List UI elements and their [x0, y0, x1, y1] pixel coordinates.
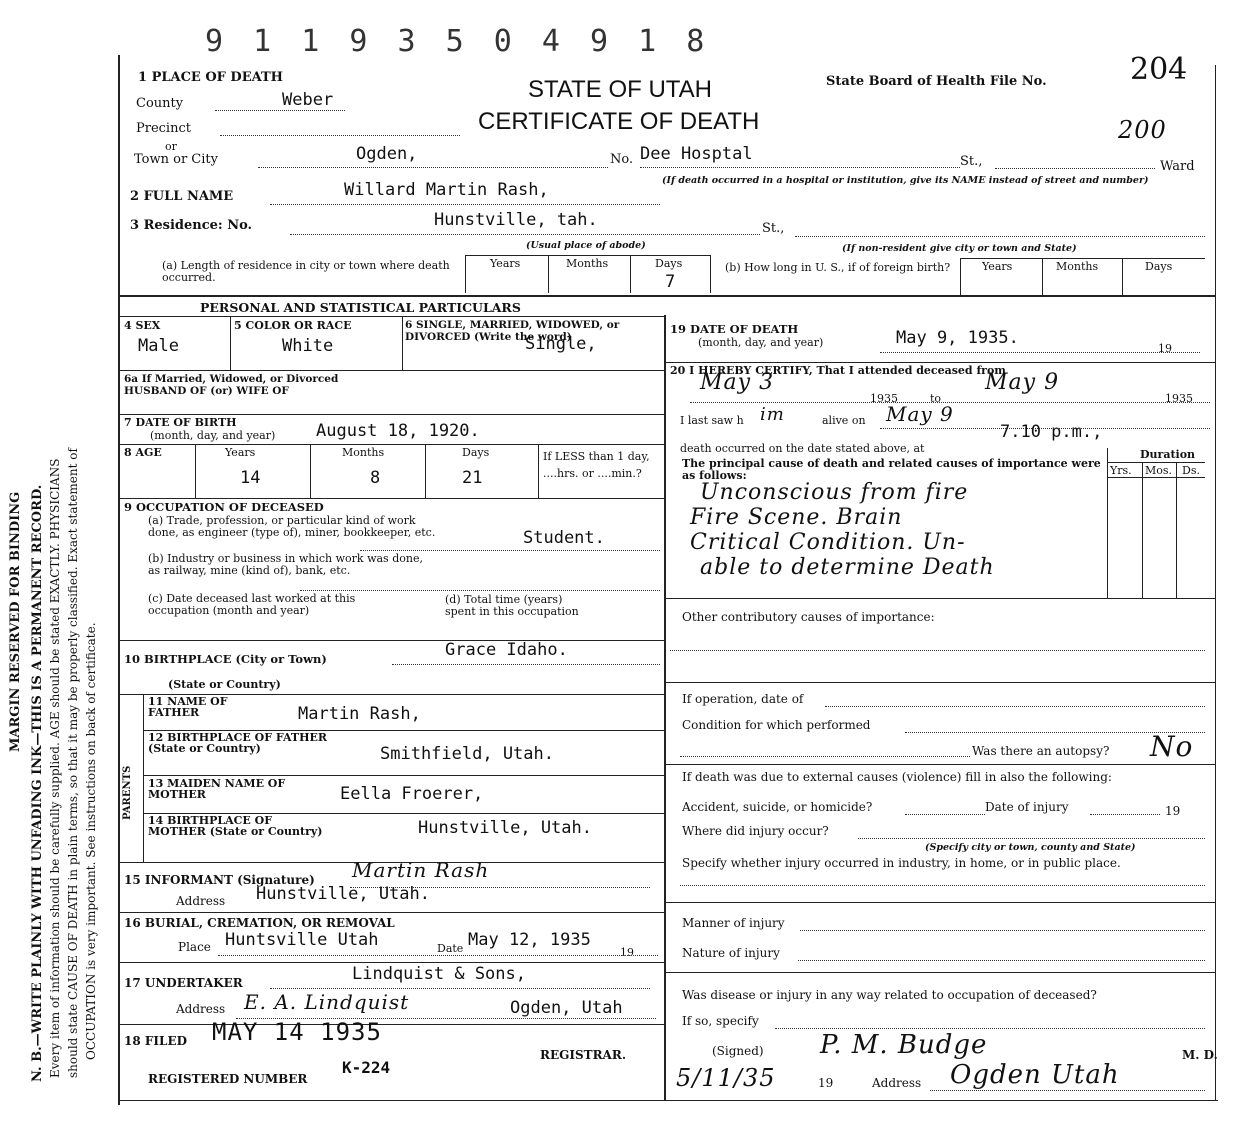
residence-st-label: St.,	[762, 221, 785, 236]
margin-binding-note: MARGIN RESERVED FOR BINDING	[8, 491, 23, 752]
if-so-label: If so, specify	[682, 1014, 759, 1028]
dob-note: (month, day, and year)	[150, 429, 276, 442]
attended-from-year: 1935	[870, 392, 898, 405]
precinct-label: Precinct	[136, 121, 191, 136]
father-birthplace-value: Smithfield, Utah.	[380, 744, 554, 764]
mother-value: Eella Froerer,	[340, 784, 484, 804]
us-months-header: Months	[1056, 260, 1099, 273]
specify-injury-label: Specify whether injury occurred in industry, in home, or in public place.	[682, 856, 1121, 870]
county-value: Weber	[282, 90, 334, 110]
dod-year-suffix: 19	[1158, 342, 1172, 355]
marital-value: Single,	[525, 334, 597, 354]
burial-year-suffix: 19	[620, 946, 634, 959]
occupation-a-label: (a) Trade, profession, or particular kind of work done, as engineer (type of), miner, bookkeeper, etc.	[148, 514, 436, 539]
residence-value: Hunstville, tah.	[434, 210, 598, 230]
serial-number: 9 1 1 9 3 5 0 4 9 1 8	[205, 24, 711, 59]
burial-date-label: Date	[437, 942, 464, 955]
sign-year-suffix: 19	[818, 1076, 834, 1090]
occupation-related-label: Was disease or injury in any way related to occupation of deceased?	[682, 988, 1097, 1002]
undertaker-name: Lindquist & Sons,	[352, 964, 526, 984]
full-name-label: 2 FULL NAME	[130, 189, 234, 204]
county-label: County	[136, 96, 184, 111]
to-label: to	[930, 392, 942, 405]
date-of-death-note: (month, day, and year)	[698, 336, 824, 349]
informant-address-label: Address	[176, 894, 226, 908]
frame-left	[118, 55, 120, 1105]
town-value: Ogden,	[356, 144, 418, 164]
occupation-label: 9 OCCUPATION OF DECEASED	[124, 500, 324, 514]
filed-label: 18 FILED	[124, 1034, 187, 1048]
less-than-day-label: If LESS than 1 day, ....hrs. or ....min.?	[543, 450, 650, 480]
operation-label: If operation, date of	[682, 692, 804, 706]
file-number: 204	[1130, 52, 1188, 87]
street-label: St.,	[960, 154, 983, 169]
margin-ink-note: N. B.—WRITE PLAINLY WITH UNFADING INK—THIS IS A PERMANENT RECORD.	[30, 484, 45, 1082]
burial-date-value: May 12, 1935	[468, 930, 591, 950]
age-months-value: 8	[370, 468, 381, 488]
accident-label: Accident, suicide, or homicide?	[682, 800, 873, 814]
informant-address-value: Hunstville, Utah.	[256, 884, 430, 904]
last-saw-hand: im	[760, 404, 785, 425]
town-label: Town or City	[134, 152, 218, 167]
cause-line-1: Unconscious from fire	[700, 480, 969, 505]
parents-label: PARENTS	[122, 765, 133, 820]
dob-value: August 18, 1920.	[316, 421, 480, 441]
cause-line-4: able to determine Death	[700, 555, 995, 580]
death-statement: death occurred on the date stated above, at	[680, 442, 925, 455]
cause-line-3: Critical Condition. Un-	[690, 530, 966, 555]
signed-label: (Signed)	[712, 1044, 764, 1058]
color-label: 5 COLOR OR RACE	[234, 319, 352, 332]
physician-address-label: Address	[872, 1076, 922, 1090]
age-label: 8 AGE	[124, 446, 162, 459]
burial-place-label: Place	[178, 940, 211, 954]
residence-length-label: (a) Length of residence in city or town where death occurred.	[162, 259, 450, 284]
ward-label: Ward	[1160, 159, 1195, 174]
duration-header: Duration	[1140, 448, 1196, 461]
age-months-header: Months	[342, 446, 385, 459]
no-label: No.	[610, 152, 634, 167]
dob-label: 7 DATE OF BIRTH	[124, 416, 237, 429]
cause-line-2: Fire Scene. Brain	[690, 505, 903, 530]
date-of-death-label: 19 DATE OF DEATH	[670, 322, 799, 336]
undertaker-label: 17 UNDERTAKER	[124, 976, 243, 990]
nature-label: Nature of injury	[682, 946, 780, 960]
autopsy-value: No	[1150, 730, 1194, 763]
duration-days: Ds.	[1182, 464, 1200, 477]
alive-on-date: May 9	[886, 402, 954, 426]
condition-label: Condition for which performed	[682, 718, 871, 732]
full-name-value: Willard Martin Rash,	[344, 180, 549, 200]
occupation-d-label: (d) Total time (years) spent in this occupation	[445, 593, 579, 618]
or-label: or	[165, 140, 177, 153]
filed-date: MAY 14 1935	[212, 1018, 382, 1046]
autopsy-label: Was there an autopsy?	[972, 744, 1110, 758]
us-years-header: Years	[982, 260, 1013, 273]
age-years-value: 14	[240, 468, 261, 488]
physician-signature: P. M. Budge	[820, 1030, 988, 1060]
registered-number-label: REGISTERED NUMBER	[148, 1072, 308, 1086]
color-value: White	[282, 336, 334, 356]
duration-months: Mos.	[1145, 464, 1173, 477]
foreign-birth-label: (b) How long in U. S., if of foreign birth?	[725, 261, 951, 274]
hospital-note: (If death occurred in a hospital or institution, give its NAME instead of street and number)	[662, 175, 1149, 186]
state-country-label: (State or Country)	[168, 678, 281, 691]
registrar-label: REGISTRAR.	[540, 1048, 627, 1062]
sex-label: 4 SEX	[124, 319, 161, 332]
mother-birthplace-label: 14 BIRTHPLACE OF MOTHER (State or Country)	[148, 814, 323, 838]
sex-value: Male	[138, 336, 179, 356]
age-days-header: Days	[462, 446, 490, 459]
occupation-value: Student.	[523, 528, 605, 548]
res-months-header: Months	[566, 257, 609, 270]
certificate-title: CERTIFICATE OF DEATH	[478, 108, 760, 135]
frame-bottom	[118, 1100, 1218, 1101]
spouse-label: 6a If Married, Widowed, or Divorced HUSBAND OF (or) WIFE OF	[124, 373, 339, 397]
margin-instruction-2: should state CAUSE OF DEATH in plain terms, so that it may be properly classified. Exact statement of	[66, 448, 80, 1078]
injury-date-label: Date of injury	[985, 800, 1069, 814]
mother-birthplace-value: Hunstville, Utah.	[418, 818, 592, 838]
occupation-b-label: (b) Industry or business in which work was done, as railway, mine (kind of), bank, etc.	[148, 552, 423, 577]
us-days-header: Days	[1145, 260, 1173, 273]
nonresident-note: (If non-resident give city or town and State)	[842, 243, 1077, 254]
margin-instruction-3: OCCUPATION is very important. See instructions on back of certificate.	[84, 622, 98, 1060]
undertaker-address-value: Ogden, Utah	[510, 998, 623, 1018]
state-title: STATE OF UTAH	[528, 76, 712, 103]
attended-to: May 9	[985, 370, 1060, 395]
attended-from: May 3	[700, 370, 775, 395]
registered-number: K-224	[342, 1058, 391, 1077]
attended-to-year: 1935	[1165, 392, 1193, 405]
date-of-death-value: May 9, 1935.	[896, 328, 1019, 348]
frame-right	[1215, 65, 1216, 1100]
informant-signature: Martin Rash	[352, 858, 490, 882]
personal-heading: PERSONAL AND STATISTICAL PARTICULARS	[200, 300, 521, 315]
other-causes-label: Other contributory causes of importance:	[682, 610, 935, 624]
death-time: 7.10 p.m.,	[1000, 422, 1103, 442]
burial-place-value: Huntsville Utah	[225, 930, 379, 950]
residence-label: 3 Residence: No.	[130, 218, 253, 233]
local-number: 200	[1118, 116, 1167, 144]
father-value: Martin Rash,	[298, 704, 421, 724]
marital-label: 6 SINGLE, MARRIED, WIDOWED, or DIVORCED (Write the word)	[405, 319, 620, 343]
physician-address: Ogden Utah	[950, 1060, 1120, 1090]
injury-year-suffix: 19	[1165, 804, 1181, 818]
res-days-header: Days	[655, 257, 683, 270]
birthplace-value: Grace Idaho.	[445, 640, 568, 660]
abode-note: (Usual place of abode)	[526, 240, 646, 251]
certify-label: 20 I HEREBY CERTIFY, That I attended deceased from	[670, 364, 1006, 377]
injury-where-note: (Specify city or town, county and State)	[925, 842, 1136, 853]
undertaker-address-label: Address	[176, 1002, 226, 1016]
hospital-value: Dee Hosptal	[640, 144, 753, 164]
age-years-header: Years	[225, 446, 256, 459]
father-label: 11 NAME OF FATHER	[148, 695, 228, 719]
margin-instruction-1: Every item of information should be carefully supplied. AGE should be stated EXACTLY. PHYSICIANS	[48, 458, 62, 1078]
file-number-label: State Board of Health File No.	[826, 74, 1047, 89]
res-years-header: Years	[490, 257, 521, 270]
undertaker-signature: E. A. Lindquist	[244, 990, 410, 1014]
manner-label: Manner of injury	[682, 916, 785, 930]
place-of-death-heading: 1 PLACE OF DEATH	[138, 70, 283, 85]
mother-label: 13 MAIDEN NAME OF MOTHER	[148, 777, 286, 801]
external-causes-label: If death was due to external causes (violence) fill in also the following:	[682, 770, 1112, 784]
birthplace-label: 10 BIRTHPLACE (City or Town)	[124, 652, 327, 666]
duration-years: Yrs.	[1110, 464, 1132, 477]
sign-date: 5/11/35	[676, 1064, 776, 1092]
alive-on-label: alive on	[822, 414, 866, 427]
md-label: M. D.	[1182, 1048, 1218, 1062]
age-days-value: 21	[462, 468, 483, 488]
injury-where-label: Where did injury occur?	[682, 824, 829, 838]
occupation-c-label: (c) Date deceased last worked at this occupation (month and year)	[148, 592, 356, 617]
res-days-value: 7	[665, 272, 676, 292]
last-saw-label: I last saw h	[680, 414, 744, 427]
father-birthplace-label: 12 BIRTHPLACE OF FATHER (State or Country)	[148, 731, 328, 755]
cause-label: The principal cause of death and related causes of importance were as follows:	[682, 457, 1101, 482]
burial-label: 16 BURIAL, CREMATION, OR REMOVAL	[124, 916, 395, 930]
informant-label: 15 INFORMANT (Signature)	[124, 873, 315, 887]
